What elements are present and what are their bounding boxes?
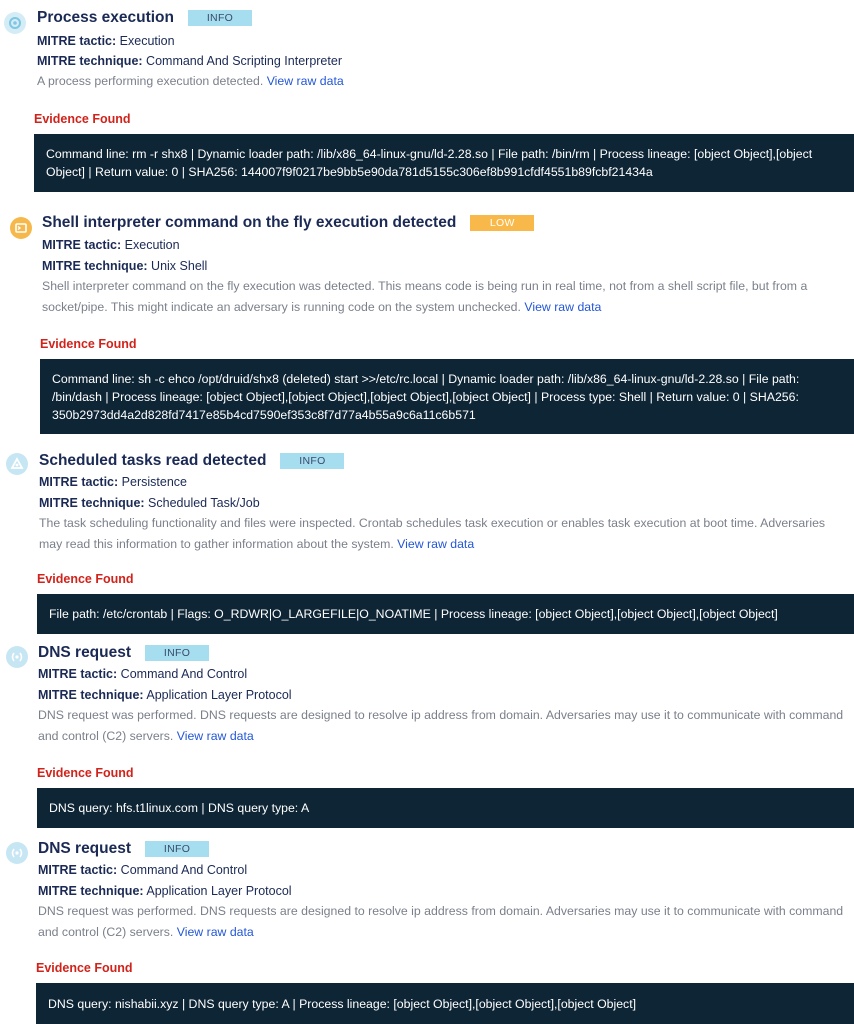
finding-description: The task scheduling functionality and files were inspected. Crontab schedules task execution or enables task execution at boot time. Adversaries may read this information to gather information about the system. View raw data [39, 516, 826, 551]
evidence-box [37, 594, 854, 634]
view-raw-data-link[interactable]: View raw data [176, 925, 254, 939]
persistence-icon [6, 453, 28, 475]
finding-description: DNS request was performed. DNS requests are designed to resolve ip address from domain. Adversaries may use it to communicate with command and control (C2) servers. View raw data [38, 904, 844, 939]
finding-title: DNS request [38, 840, 132, 857]
severity-badge: INFO [145, 841, 209, 857]
finding-description: DNS request was performed. DNS requests are designed to resolve ip address from domain. Adversaries may use it to communicate with command and control (C2) servers. View raw data [38, 708, 844, 743]
finding-title: Scheduled tasks read detected [39, 452, 267, 469]
mitre-technique: MITRE technique: Unix Shell [42, 259, 208, 273]
finding-title: DNS request [38, 644, 132, 661]
mitre-tactic: MITRE tactic: Execution [42, 238, 180, 252]
evidence-text: DNS query: hfs.t1linux.com | DNS query type: A [49, 801, 310, 815]
mitre-technique: MITRE technique: Application Layer Protocol [38, 884, 292, 898]
finding-card [0, 0, 854, 192]
evidence-text: Command line: sh -c ehco /opt/druid/shx8 (deleted) start >>/etc/rc.local | Dynamic loader path: /lib/x86_64-linux-gnu/ld-2.28.so | File path: /bin/dash | Process lineage: [object Object],[object Object],[object Object],[object Object] | Process type: Shell | Return value: 0 | SHA256: 350b2973dd4a2d828fd7417e85b4cd7590ef353c8f7d77a4b55a9c6a11c6b571 [52, 371, 800, 422]
finding-description: A process performing execution detected. View raw data [37, 74, 344, 88]
finding-card [0, 444, 854, 634]
view-raw-data-link[interactable]: View raw data [524, 300, 602, 314]
severity-badge: LOW [470, 215, 534, 231]
finding-description: Shell interpreter command on the fly execution was detected. This means code is being run in real time, not from a shell script file, but from a socket/pipe. This might indicate an adversary is running code on the system unchecked. View raw data [42, 279, 808, 314]
evidence-heading: Evidence Found [36, 961, 133, 975]
view-raw-data-link[interactable]: View raw data [266, 74, 344, 88]
evidence-heading: Evidence Found [37, 766, 134, 780]
finding-title: Process execution [37, 9, 174, 26]
evidence-heading: Evidence Found [34, 112, 131, 126]
view-raw-data-link[interactable]: View raw data [397, 537, 475, 551]
finding-card [0, 836, 854, 1024]
evidence-text: File path: /etc/crontab | Flags: O_RDWR|O_LARGEFILE|O_NOATIME | Process lineage: [object Object],[object Object],[object Object] [49, 607, 778, 621]
finding-title: Shell interpreter command on the fly execution detected [42, 214, 457, 231]
evidence-heading: Evidence Found [40, 337, 137, 351]
mitre-technique: MITRE technique: Application Layer Protocol [38, 688, 292, 702]
severity-badge: INFO [188, 10, 252, 26]
evidence-text: DNS query: nishabii.xyz | DNS query type: A | Process lineage: [object Object],[object Object],[object Object] [48, 996, 637, 1011]
evidence-text: Command line: rm -r shx8 | Dynamic loader path: /lib/x86_64-linux-gnu/ld-2.28.so | File path: /bin/rm | Process lineage: [object Object],[object Object] | Return value: 0 | SHA256: 144007f9f0217be9bb5e90da781d5155c306ef8b991cfdf4551b89fcbf21434a [46, 147, 813, 179]
evidence-box [34, 134, 854, 192]
evidence-box [37, 788, 854, 828]
evidence-box [36, 983, 854, 1024]
mitre-technique: MITRE technique: Scheduled Task/Job [39, 496, 260, 510]
cog-icon [4, 12, 26, 34]
network-icon [6, 842, 28, 864]
mitre-technique: MITRE technique: Command And Scripting Interpreter [37, 54, 342, 68]
terminal-icon [10, 217, 32, 239]
mitre-tactic: MITRE tactic: Execution [37, 34, 175, 48]
view-raw-data-link[interactable]: View raw data [176, 729, 254, 743]
evidence-heading: Evidence Found [37, 572, 134, 586]
mitre-tactic: MITRE tactic: Persistence [39, 475, 187, 489]
finding-card [0, 204, 854, 434]
finding-card [0, 640, 854, 830]
severity-badge: INFO [145, 645, 209, 661]
mitre-tactic: MITRE tactic: Command And Control [38, 863, 248, 877]
mitre-tactic: MITRE tactic: Command And Control [38, 667, 248, 681]
network-icon [6, 646, 28, 668]
severity-badge: INFO [280, 453, 344, 469]
evidence-box [40, 359, 854, 434]
